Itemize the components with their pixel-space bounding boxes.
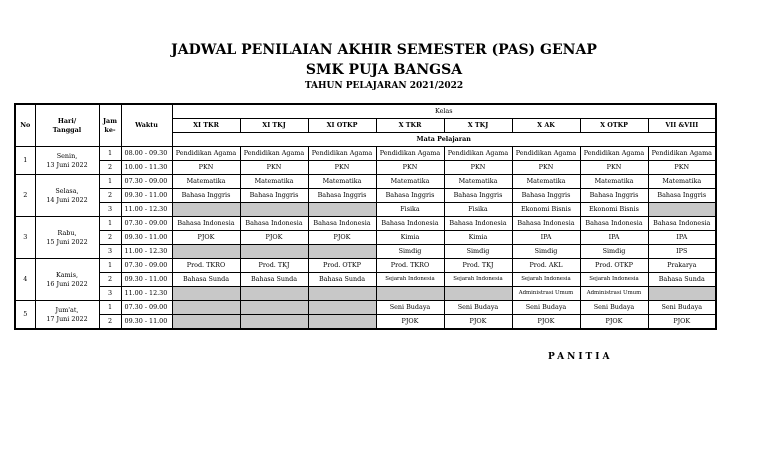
subject-cell: Ekonomi Bisnis: [512, 203, 580, 217]
subject-cell: Pendidikan Agama: [308, 147, 376, 161]
subject-cell: Bahasa Inggris: [444, 189, 512, 203]
session-time: 09.30 - 11.00: [121, 231, 172, 245]
day-number: 3: [15, 217, 35, 259]
subject-cell: PJOK: [444, 315, 512, 330]
subject-cell: Matematika: [376, 175, 444, 189]
subject-cell: PJOK: [580, 315, 648, 330]
subject-cell: Kimia: [376, 231, 444, 245]
subject-cell: Matematika: [648, 175, 716, 189]
subject-cell: Pendidikan Agama: [580, 147, 648, 161]
session-time: 10.00 - 11.30: [121, 161, 172, 175]
subject-cell: Pendidikan Agama: [648, 147, 716, 161]
subject-cell: Bahasa Sunda: [240, 273, 308, 287]
subject-cell: Sejarah Indonesia: [444, 273, 512, 287]
empty-subject-cell: [376, 287, 444, 301]
session-number: 1: [99, 217, 121, 231]
session-time: 11.00 - 12.30: [121, 203, 172, 217]
empty-subject-cell: [240, 203, 308, 217]
schedule-row: [15, 175, 716, 189]
subject-cell: IPA: [512, 231, 580, 245]
header-kelas: Kelas: [172, 104, 716, 119]
class-header: XI OTKP: [308, 119, 376, 133]
day-date: Senin, 13 Juni 2022: [35, 147, 99, 175]
subject-cell: Seni Budaya: [444, 301, 512, 315]
subject-cell: Bahasa Inggris: [512, 189, 580, 203]
subject-cell: Sejarah Indonesia: [580, 273, 648, 287]
session-number: 2: [99, 273, 121, 287]
class-header: X AK: [512, 119, 580, 133]
subject-cell: Bahasa Sunda: [172, 273, 240, 287]
day-date: Jum'at, 17 Juni 2022: [35, 301, 99, 330]
class-header: X TKJ: [444, 119, 512, 133]
schedule-row: [15, 301, 716, 315]
session-time: 09.30 - 11.00: [121, 315, 172, 330]
subject-cell: Bahasa Indonesia: [444, 217, 512, 231]
subject-cell: PKN: [172, 161, 240, 175]
schedule-row: [15, 245, 716, 259]
session-number: 3: [99, 203, 121, 217]
subject-cell: Bahasa Indonesia: [376, 217, 444, 231]
empty-subject-cell: [444, 287, 512, 301]
schedule-row: [15, 273, 716, 287]
subject-cell: Bahasa Indonesia: [648, 217, 716, 231]
empty-subject-cell: [240, 287, 308, 301]
subject-cell: Fisika: [376, 203, 444, 217]
subject-cell: Simdig: [580, 245, 648, 259]
empty-subject-cell: [308, 315, 376, 330]
subject-cell: Bahasa Inggris: [172, 189, 240, 203]
schedule-row: [15, 161, 716, 175]
empty-subject-cell: [240, 315, 308, 330]
empty-subject-cell: [172, 301, 240, 315]
subject-cell: Prod. TKRO: [376, 259, 444, 273]
session-number: 2: [99, 189, 121, 203]
session-number: 2: [99, 161, 121, 175]
subject-cell: Bahasa Inggris: [240, 189, 308, 203]
schedule-row: [15, 315, 716, 330]
session-time: 07.30 - 09.00: [121, 175, 172, 189]
academic-year: TAHUN PELAJARAN 2021/2022: [304, 81, 464, 91]
committee-label: PANITIA: [548, 352, 613, 362]
empty-subject-cell: [308, 287, 376, 301]
subject-cell: IPA: [648, 231, 716, 245]
session-time: 07.30 - 09.00: [121, 301, 172, 315]
day-number: 2: [15, 175, 35, 217]
session-number: 1: [99, 147, 121, 161]
session-number: 2: [99, 231, 121, 245]
schedule-row: [15, 189, 716, 203]
subject-cell: Bahasa Inggris: [580, 189, 648, 203]
session-time: 09.30 - 11.00: [121, 273, 172, 287]
subject-cell: Simdig: [444, 245, 512, 259]
empty-subject-cell: [648, 287, 716, 301]
day-date: Rabu, 15 Juni 2022: [35, 217, 99, 259]
header-subjects: Mata Pelajaran: [172, 133, 716, 147]
subject-cell: Matematika: [580, 175, 648, 189]
subject-cell: Bahasa Indonesia: [172, 217, 240, 231]
class-header: XI TKJ: [240, 119, 308, 133]
subject-cell: Administrasi Umum: [512, 287, 580, 301]
subject-cell: Bahasa Sunda: [308, 273, 376, 287]
session-time: 07.30 - 09.00: [121, 217, 172, 231]
subject-cell: Bahasa Inggris: [648, 189, 716, 203]
subject-cell: Prod. TKJ: [240, 259, 308, 273]
subject-cell: Matematika: [240, 175, 308, 189]
subject-cell: Simdig: [376, 245, 444, 259]
subject-cell: Sejarah Indonesia: [512, 273, 580, 287]
subject-cell: Pendidikan Agama: [172, 147, 240, 161]
subject-cell: Bahasa Indonesia: [308, 217, 376, 231]
subject-cell: Pendidikan Agama: [240, 147, 308, 161]
subject-cell: Matematika: [172, 175, 240, 189]
class-header: VII &VIII: [648, 119, 716, 133]
subject-cell: PJOK: [376, 315, 444, 330]
subject-cell: PKN: [580, 161, 648, 175]
subject-cell: Ekonomi Bisnis: [580, 203, 648, 217]
subject-cell: Bahasa Indonesia: [512, 217, 580, 231]
subject-cell: PKN: [240, 161, 308, 175]
session-number: 2: [99, 315, 121, 330]
subject-cell: PKN: [512, 161, 580, 175]
subject-cell: Bahasa Inggris: [308, 189, 376, 203]
class-header: X OTKP: [580, 119, 648, 133]
class-header: XI TKR: [172, 119, 240, 133]
empty-subject-cell: [172, 203, 240, 217]
subject-cell: Prakarya: [648, 259, 716, 273]
subject-cell: IPA: [580, 231, 648, 245]
subject-cell: Seni Budaya: [580, 301, 648, 315]
class-header: X TKR: [376, 119, 444, 133]
session-time: 09.30 - 11.00: [121, 189, 172, 203]
subject-cell: Pendidikan Agama: [376, 147, 444, 161]
session-time: 07.30 - 09.00: [121, 259, 172, 273]
subject-cell: PJOK: [308, 231, 376, 245]
subject-cell: Matematika: [512, 175, 580, 189]
empty-subject-cell: [308, 301, 376, 315]
subject-cell: Kimia: [444, 231, 512, 245]
session-number: 1: [99, 175, 121, 189]
schedule-row: [15, 147, 716, 161]
session-time: 11.00 - 12.30: [121, 287, 172, 301]
subject-cell: Bahasa Indonesia: [580, 217, 648, 231]
day-number: 5: [15, 301, 35, 330]
day-number: 1: [15, 147, 35, 175]
schedule-row: [15, 203, 716, 217]
empty-subject-cell: [172, 245, 240, 259]
subject-cell: Pendidikan Agama: [512, 147, 580, 161]
subject-cell: Seni Budaya: [376, 301, 444, 315]
empty-subject-cell: [648, 203, 716, 217]
empty-subject-cell: [240, 301, 308, 315]
schedule-row: [15, 217, 716, 231]
subject-cell: Prod. AKL: [512, 259, 580, 273]
subject-cell: Matematika: [444, 175, 512, 189]
subject-cell: Fisika: [444, 203, 512, 217]
subject-cell: Prod. OTKP: [308, 259, 376, 273]
schedule-row: [15, 259, 716, 273]
subject-cell: PKN: [308, 161, 376, 175]
header-no: No: [15, 104, 35, 147]
session-number: 3: [99, 287, 121, 301]
day-date: Kamis, 16 Juni 2022: [35, 259, 99, 301]
session-time: 11.00 - 12.30: [121, 245, 172, 259]
header-time: Waktu: [121, 104, 172, 147]
session-number: 1: [99, 301, 121, 315]
empty-subject-cell: [308, 203, 376, 217]
subject-cell: Prod. OTKP: [580, 259, 648, 273]
day-date: Selasa, 14 Juni 2022: [35, 175, 99, 217]
subject-cell: Bahasa Indonesia: [240, 217, 308, 231]
empty-subject-cell: [172, 315, 240, 330]
subject-cell: IPS: [648, 245, 716, 259]
school-name: SMK PUJA BANGSA: [305, 62, 463, 78]
subject-cell: Matematika: [308, 175, 376, 189]
subject-cell: PKN: [444, 161, 512, 175]
empty-subject-cell: [308, 245, 376, 259]
subject-cell: Prod. TKRO: [172, 259, 240, 273]
document-title: JADWAL PENILAIAN AKHIR SEMESTER (PAS) GENAP: [171, 42, 597, 58]
header-jam: Jam ke-: [99, 104, 121, 147]
subject-cell: Administrasi Umum: [580, 287, 648, 301]
day-number: 4: [15, 259, 35, 301]
subject-cell: Bahasa Inggris: [376, 189, 444, 203]
empty-subject-cell: [172, 287, 240, 301]
subject-cell: PJOK: [648, 315, 716, 330]
schedule-row: [15, 287, 716, 301]
subject-cell: Simdig: [512, 245, 580, 259]
schedule-row: [15, 231, 716, 245]
exam-schedule-table: [14, 103, 717, 330]
subject-cell: Sejarah Indonesia: [376, 273, 444, 287]
subject-cell: Seni Budaya: [648, 301, 716, 315]
subject-cell: PJOK: [240, 231, 308, 245]
session-number: 1: [99, 259, 121, 273]
header-day-date: Hari/ Tanggal: [35, 104, 99, 147]
subject-cell: Prod. TKJ: [444, 259, 512, 273]
subject-cell: PKN: [648, 161, 716, 175]
session-time: 08.00 - 09.30: [121, 147, 172, 161]
empty-subject-cell: [240, 245, 308, 259]
subject-cell: Bahasa Sunda: [648, 273, 716, 287]
subject-cell: Pendidikan Agama: [444, 147, 512, 161]
subject-cell: PKN: [376, 161, 444, 175]
subject-cell: Seni Budaya: [512, 301, 580, 315]
subject-cell: PJOK: [172, 231, 240, 245]
subject-cell: PJOK: [512, 315, 580, 330]
session-number: 3: [99, 245, 121, 259]
